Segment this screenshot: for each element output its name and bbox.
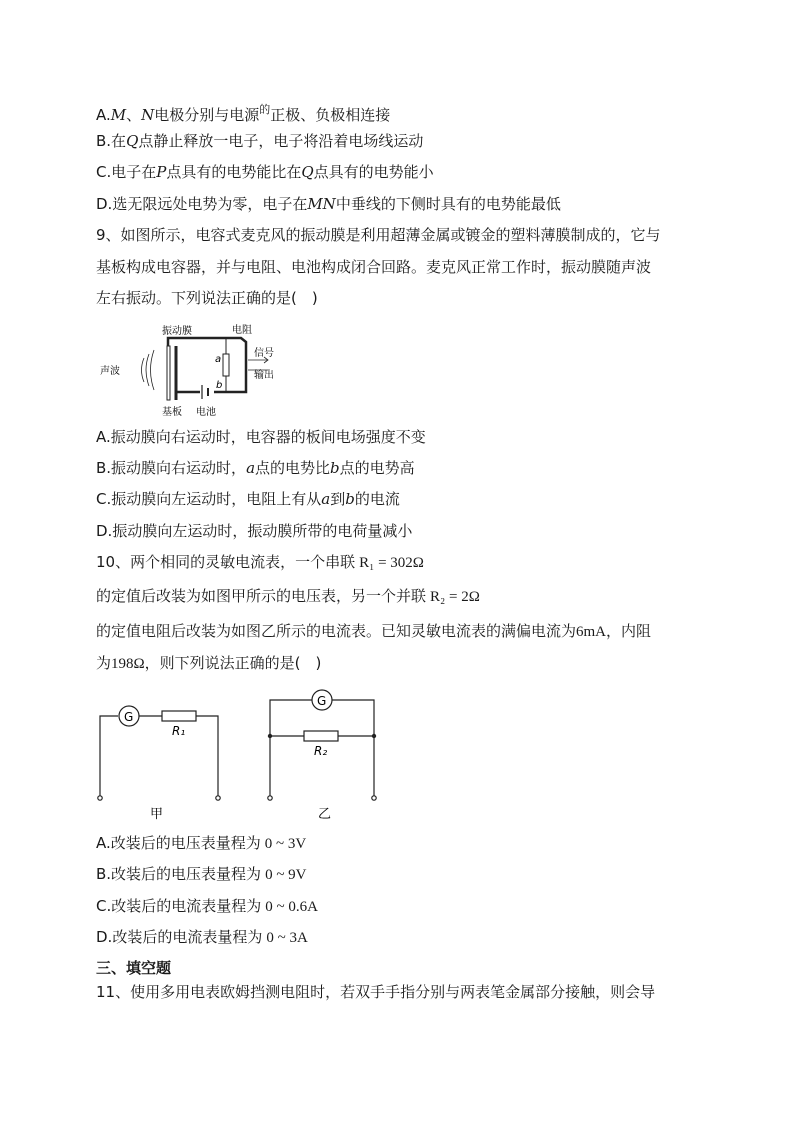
label-yi: 乙 — [318, 807, 332, 822]
label-a: a — [215, 354, 222, 365]
label-r1: R₁ — [172, 724, 186, 738]
section-title: 三、填空题 — [96, 959, 172, 977]
var-mn: MN — [307, 195, 336, 213]
text: 为 — [96, 654, 112, 672]
q10-stem-line4 — [96, 653, 321, 674]
q9-option-b — [96, 458, 415, 478]
text: D.改装后的电流表量程为 — [96, 928, 263, 946]
text: 点的电势高 — [339, 459, 415, 477]
q10-stem-line1 — [96, 552, 424, 573]
label-signal-1: 信号 — [254, 348, 274, 359]
text: C.振动膜向左运动时，电阻上有从 — [96, 490, 322, 508]
r2-equation: R₂ = 2Ω — [430, 589, 480, 605]
r1-equation: R₁ = 302Ω — [359, 555, 424, 571]
text: ，内阻 — [606, 622, 652, 640]
q10-stem-line3 — [96, 621, 651, 642]
text: 正极、负极相连接 — [270, 106, 391, 124]
label-signal-2: 输出 — [254, 370, 274, 381]
meter-conversion-figure — [90, 684, 390, 824]
range: 0 ~ 3V — [264, 836, 307, 852]
label-base: 基板 — [162, 407, 182, 418]
var-q: Q — [126, 132, 139, 150]
var-a: a — [246, 459, 256, 477]
full-scale-current: 6mA — [576, 624, 607, 640]
q9-option-c — [96, 489, 400, 509]
text: 点具有的电势能比在 — [166, 163, 302, 181]
text: B.改装后的电压表量程为 — [96, 865, 262, 883]
var-p: P — [156, 163, 167, 181]
var-a: a — [321, 490, 331, 508]
label-resistor: 电阻 — [232, 325, 252, 336]
q9-option-a: A.振动膜向右运动时，电容器的板间电场强度不变 — [96, 428, 426, 446]
text: B.振动膜向右运动时， — [96, 459, 247, 477]
text: 、 — [126, 106, 142, 124]
var-q: Q — [301, 163, 314, 181]
text: C.改装后的电流表量程为 — [96, 897, 262, 915]
label-battery: 电池 — [196, 407, 216, 418]
q10-option-c — [96, 896, 318, 917]
q10-stem-line2 — [96, 586, 480, 607]
galvanometer-g2: G — [317, 694, 327, 708]
var-b: b — [330, 459, 340, 477]
text: 的电流 — [354, 490, 400, 508]
text: 中垂线的下侧时具有的电势能最低 — [335, 195, 561, 213]
internal-resistance: 198Ω — [111, 656, 145, 672]
text: D.选无限远处电势为零，电子在 — [96, 195, 308, 213]
range: 0 ~ 3A — [266, 930, 308, 946]
text: 10、两个相同的灵敏电流表，一个串联 — [96, 553, 356, 571]
text: 点的电势比 — [255, 459, 331, 477]
q10-option-b — [96, 864, 307, 885]
text: A. — [96, 106, 111, 124]
text: B.在 — [96, 132, 127, 150]
var-n: N — [141, 106, 155, 124]
text: ，则下列说法正确的是( ) — [144, 654, 322, 672]
range: 0 ~ 0.6A — [265, 899, 318, 915]
q9-stem-line1: 9、如图所示，电容式麦克风的振动膜是利用超薄金属或镀金的塑料薄膜制成的，它与 — [96, 226, 661, 244]
range: 0 ~ 9V — [265, 867, 307, 883]
q8-option-b — [96, 131, 423, 151]
microphone-circuit-figure — [96, 320, 296, 420]
text: A.改装后的电压表量程为 — [96, 834, 261, 852]
text: 的定值电阻后改装为如图乙所示的电流表。已知灵敏电流表的满偏电流为 — [96, 622, 577, 640]
q9-option-d: D.振动膜向左运动时，振动膜所带的电荷量减小 — [96, 522, 413, 540]
label-r2: R₂ — [314, 744, 328, 758]
q9-stem-line2: 基板构成电容器，并与电阻、电池构成闭合回路。麦克风正常工作时，振动膜随声波 — [96, 258, 652, 276]
galvanometer-g1: G — [124, 710, 134, 724]
q8-option-c — [96, 162, 434, 182]
q9-stem-line3: 左右振动。下列说法正确的是( ) — [96, 289, 318, 307]
q8-option-d — [96, 194, 561, 214]
text: 的定值后改装为如图甲所示的电压表，另一个并联 — [96, 587, 427, 605]
var-b: b — [345, 490, 355, 508]
label-jia: 甲 — [150, 807, 164, 822]
text-de: 的 — [259, 103, 271, 116]
text: C.电子在 — [96, 163, 157, 181]
label-sound: 声波 — [100, 366, 120, 377]
var-m: M — [110, 106, 127, 124]
text: 到 — [330, 490, 346, 508]
q10-option-d — [96, 927, 308, 948]
label-b: b — [216, 380, 223, 391]
text: 点具有的电势能小 — [313, 163, 434, 181]
text: 点静止释放一电子，电子将沿着电场线运动 — [138, 132, 424, 150]
text: 电极分别与电源 — [154, 106, 260, 124]
q11-stem-line1: 11、使用多用电表欧姆挡测电阻时，若双手手指分别与两表笔金属部分接触，则会导 — [96, 983, 656, 1001]
q10-option-a — [96, 833, 306, 854]
label-membrane: 振动膜 — [162, 326, 192, 337]
q8-option-a — [96, 100, 390, 125]
